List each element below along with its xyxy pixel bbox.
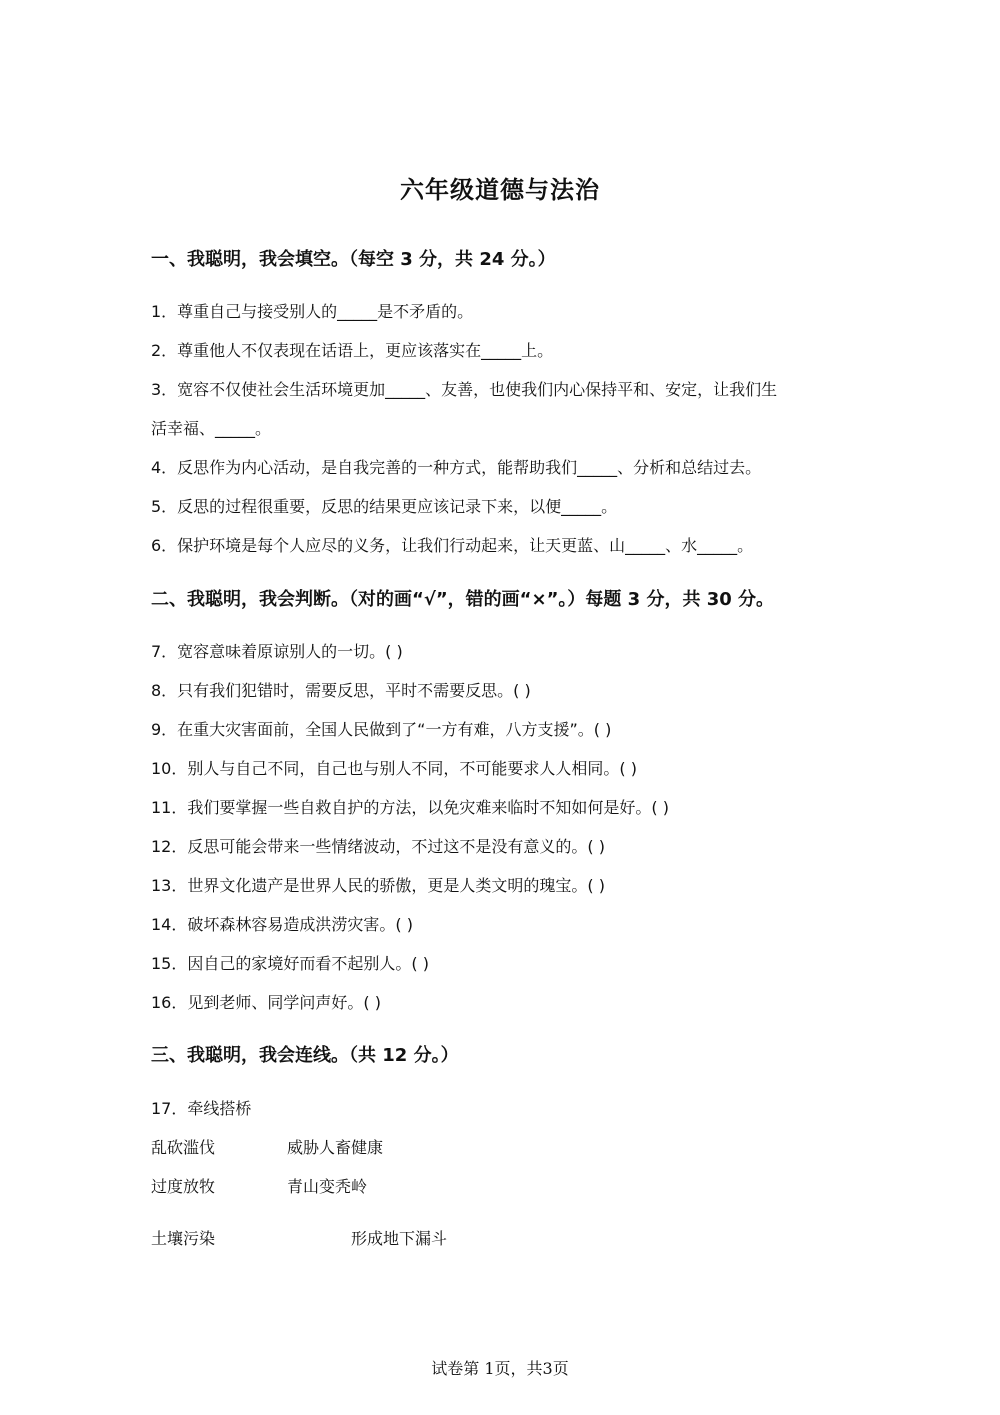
match-right-item: 威胁人畜健康 xyxy=(287,1138,384,1157)
question-line: 16．见到老师、同学问声好。( ) xyxy=(151,993,381,1012)
question-line: 15．因自己的家境好而看不起别人。( ) xyxy=(151,954,429,973)
question-line: 14．破坏森林容易造成洪涝灾害。( ) xyxy=(151,915,413,934)
match-left-item: 乱砍滥伐 xyxy=(151,1138,216,1157)
question-line: 13．世界文化遗产是世界人民的骄傲，更是人类文明的瑰宝。( ) xyxy=(151,876,605,895)
question-line: 5．反思的过程很重要，反思的结果更应该记录下来，以便_____。 xyxy=(151,497,618,516)
page-title: 六年级道德与法治 xyxy=(400,176,600,204)
match-right-item: 形成地下漏斗 xyxy=(351,1229,448,1248)
section-2-heading: 二、我聪明，我会判断。（对的画“√”，错的画“×”。）每题 3 分，共 30 分。 xyxy=(151,589,775,610)
question-line: 9．在重大灾害面前，全国人民做到了“一方有难，八方支援”。( ) xyxy=(151,720,612,739)
question-line: 4．反思作为内心活动，是自我完善的一种方式，能帮助我们_____、分析和总结过去。 xyxy=(151,458,762,477)
question-line: 8．只有我们犯错时，需要反思，平时不需要反思。( ) xyxy=(151,681,531,700)
question-line: 3．宽容不仅使社会生活环境更加_____、友善，也使我们内心保持平和、安定，让我们生 xyxy=(151,380,778,399)
match-left-item: 过度放牧 xyxy=(151,1177,216,1196)
match-left-item: 土壤污染 xyxy=(151,1229,216,1248)
section-1-heading: 一、我聪明，我会填空。（每空 3 分，共 24 分。） xyxy=(151,249,556,270)
page-footer: 试卷第 1页，共3页 xyxy=(431,1359,569,1378)
question-line: 7．宽容意味着原谅别人的一切。( ) xyxy=(151,642,403,661)
question-line: 2．尊重他人不仅表现在话语上，更应该落实在_____上。 xyxy=(151,341,554,360)
question-line: 10．别人与自己不同，自己也与别人不同，不可能要求人人相同。( ) xyxy=(151,759,637,778)
question-line: 17．牵线搭桥 xyxy=(151,1099,252,1118)
section-3-heading: 三、我聪明，我会连线。（共 12 分。） xyxy=(151,1045,459,1066)
question-line: 12．反思可能会带来一些情绪波动，不过这不是没有意义的。( ) xyxy=(151,837,605,856)
question-line: 活幸福、_____。 xyxy=(151,419,272,438)
question-line: 1．尊重自己与接受别人的_____是不矛盾的。 xyxy=(151,302,474,321)
question-line: 6．保护环境是每个人应尽的义务，让我们行动起来，让天更蓝、山_____、水_____。 xyxy=(151,536,754,555)
match-right-item: 青山变秃岭 xyxy=(287,1177,368,1196)
question-line: 11．我们要掌握一些自救自护的方法，以免灾难来临时不知如何是好。( ) xyxy=(151,798,669,817)
